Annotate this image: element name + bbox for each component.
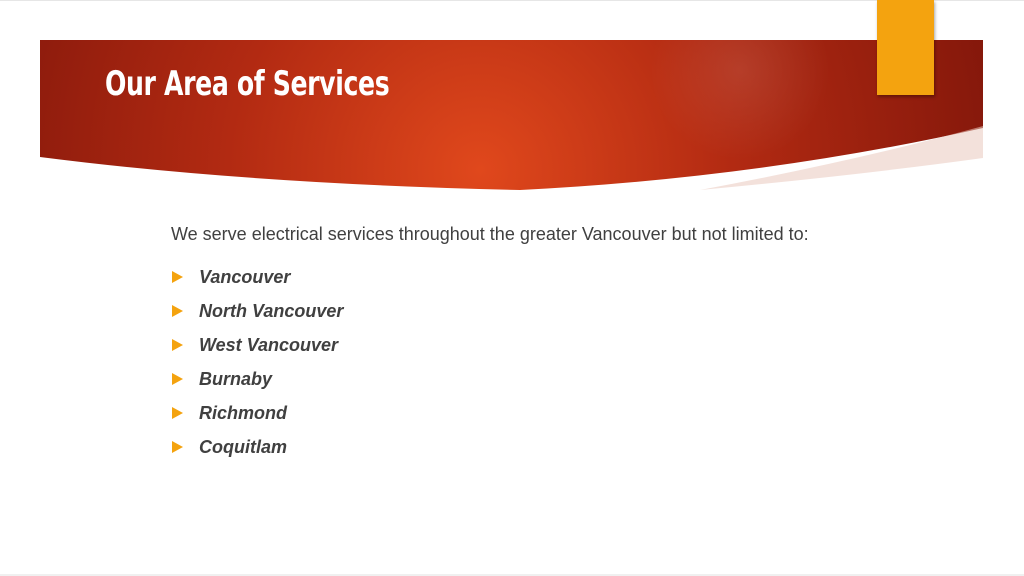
slide-title: Our Area of Services: [105, 64, 390, 104]
list-item: [171, 396, 851, 430]
triangle-right-icon: [172, 271, 183, 283]
list-item: [171, 430, 851, 464]
list-item: [171, 362, 851, 396]
triangle-right-icon: [172, 441, 183, 453]
area-label: North Vancouver: [199, 300, 344, 321]
triangle-right-icon: [172, 305, 183, 317]
area-label: West Vancouver: [199, 334, 339, 355]
triangle-right-icon: [172, 373, 183, 385]
area-label: Coquitlam: [199, 436, 287, 457]
intro-text: We serve electrical services throughout the greater Vancouver but not limited to:: [171, 224, 809, 244]
triangle-right-icon: [172, 407, 183, 419]
list-item: [171, 260, 851, 294]
list-item: [171, 294, 851, 328]
area-label: Richmond: [199, 402, 287, 423]
triangle-right-icon: [172, 339, 183, 351]
list-item: [171, 328, 851, 362]
service-area-list: [171, 260, 851, 464]
slide-content: [171, 222, 851, 464]
area-label: Burnaby: [199, 368, 273, 389]
area-label: Vancouver: [199, 266, 291, 287]
accent-tab: [877, 0, 934, 95]
